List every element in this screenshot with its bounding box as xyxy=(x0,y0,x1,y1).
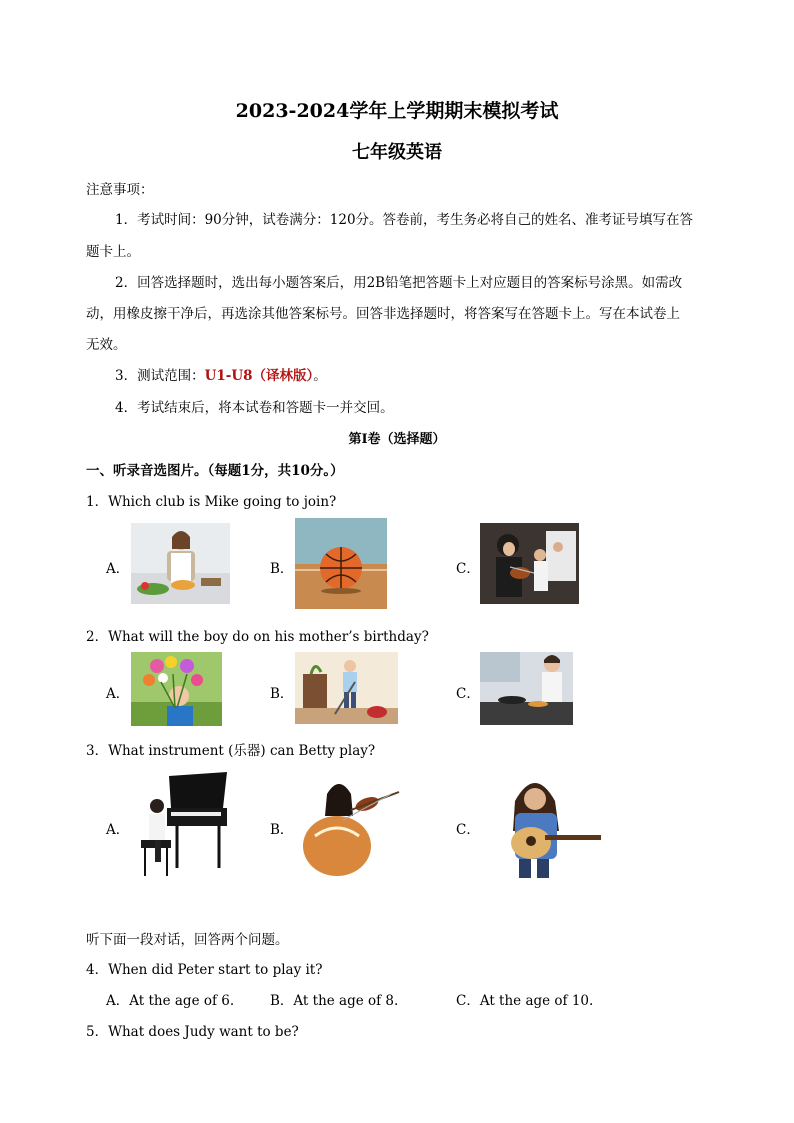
q3-violin-woman-image xyxy=(295,776,407,877)
exam-subtitle: 七年级英语 xyxy=(352,142,442,163)
question-1: 1．Which club is Mike going to join? xyxy=(86,494,337,510)
test-range: U1-U8（译林版） xyxy=(204,368,314,384)
q1-option-b-label: B． xyxy=(270,561,294,577)
q3-option-c-label: C． xyxy=(456,822,480,838)
q3-piano-image xyxy=(131,768,229,882)
q1-option-c-label: C． xyxy=(456,561,480,577)
question-5: 5．What does Judy want to be? xyxy=(86,1024,299,1040)
q1-violin-class-image xyxy=(480,523,579,604)
dialog-intro: 听下面一段对话，回答两个问题。 xyxy=(86,932,289,948)
q3-option-a-label: A． xyxy=(106,822,130,838)
q2-option-a-label: A． xyxy=(106,686,130,702)
notice-item-4: 4．考试结束后，将本试卷和答题卡一并交回。 xyxy=(115,400,394,416)
q1-cooking-woman-image xyxy=(131,523,230,604)
q3-guitar-woman-image xyxy=(493,771,604,878)
section-1-heading: 一、听录音选图片。（每题1分，共10分。） xyxy=(86,463,344,479)
notice-item-1-line-2: 题卡上。 xyxy=(86,244,140,260)
q2-vacuum-boy-image xyxy=(295,652,398,724)
question-4: 4．When did Peter start to play it? xyxy=(86,962,323,978)
notice-heading: 注意事项： xyxy=(86,182,154,198)
notice-item-3: 3．测试范围：U1-U8（译林版）。 xyxy=(115,368,327,384)
q2-flowers-boy-image xyxy=(131,652,222,726)
notice-item-2-line-1: 2．回答选择题时，选出每小题答案后，用2B铅笔把答题卡上对应题目的答案标号涂黑。如需改 xyxy=(115,275,683,291)
q2-cooking-boy-image xyxy=(480,652,573,725)
q1-option-a-label: A． xyxy=(106,561,130,577)
part-1-heading: 第I卷（选择题） xyxy=(348,432,446,447)
exam-title: 2023-2024学年上学期期末模拟考试 xyxy=(235,100,559,122)
q3-option-b-label: B． xyxy=(270,822,294,838)
q4-option-c: C．At the age of 10. xyxy=(456,993,594,1009)
question-3: 3．What instrument (乐器) can Betty play? xyxy=(86,743,376,759)
q2-option-c-label: C． xyxy=(456,686,480,702)
q2-option-b-label: B． xyxy=(270,686,294,702)
q4-option-a: A．At the age of 6. xyxy=(106,993,235,1009)
q1-basketball-image xyxy=(295,518,387,609)
notice-item-2-line-3: 无效。 xyxy=(86,337,127,353)
notice-item-2-line-2: 动，用橡皮擦干净后，再选涂其他答案标号。回答非选择题时，将答案写在答题卡上。写在本试卷上 xyxy=(86,306,680,322)
q4-option-b: B．At the age of 8. xyxy=(270,993,399,1009)
question-2: 2．What will the boy do on his mother’s birthday? xyxy=(86,629,429,645)
notice-item-1-line-1: 1．考试时间：90分钟，试卷满分：120分。答卷前，考生务必将自己的姓名、准考证号填写在答 xyxy=(115,212,694,228)
